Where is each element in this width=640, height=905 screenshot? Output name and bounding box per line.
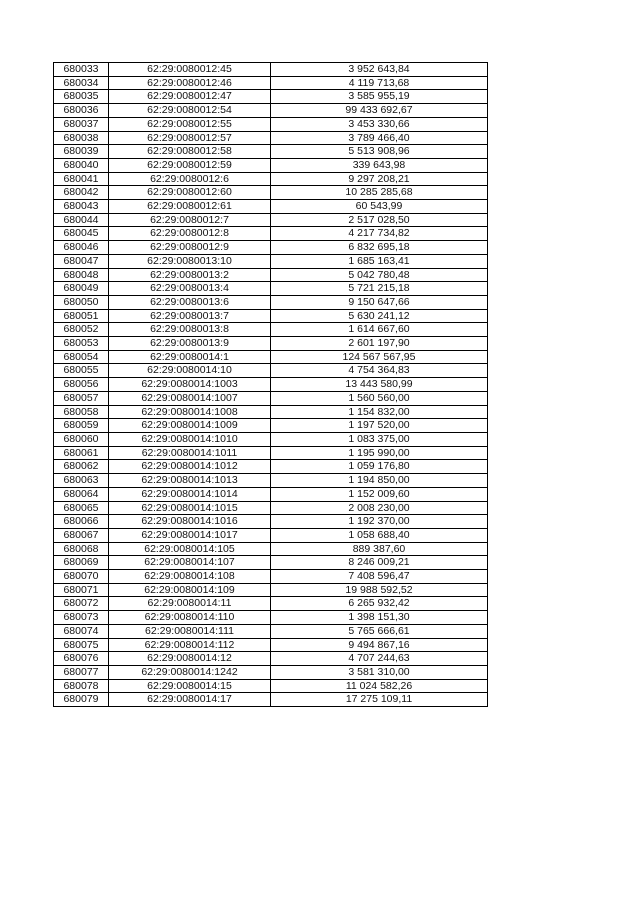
cadastral-value-cell: 13 443 580,99 (271, 378, 488, 392)
table-row (54, 200, 488, 214)
cadastral-value-cell: 5 513 908,96 (271, 145, 488, 159)
row-number-cell: 680064 (54, 487, 109, 501)
row-number-cell: 680062 (54, 460, 109, 474)
table-row (54, 323, 488, 337)
row-number-cell: 680072 (54, 597, 109, 611)
cadastral-number-cell: 62:29:0080014:1015 (109, 501, 271, 515)
row-number-cell: 680051 (54, 309, 109, 323)
cadastral-number-cell: 62:29:0080012:7 (109, 213, 271, 227)
table-body (54, 63, 488, 707)
cadastral-number-cell: 62:29:0080014:1 (109, 350, 271, 364)
cadastral-value-cell: 1 614 667,60 (271, 323, 488, 337)
row-number-cell: 680042 (54, 186, 109, 200)
row-number-cell: 680061 (54, 446, 109, 460)
cadastral-number-cell: 62:29:0080012:60 (109, 186, 271, 200)
cadastral-value-cell: 1 194 850,00 (271, 474, 488, 488)
table-row (54, 378, 488, 392)
table-row (54, 295, 488, 309)
cadastral-value-cell: 8 246 009,21 (271, 556, 488, 570)
row-number-cell: 680044 (54, 213, 109, 227)
table-row (54, 515, 488, 529)
cadastral-value-cell: 6 265 932,42 (271, 597, 488, 611)
row-number-cell: 680038 (54, 131, 109, 145)
cadastral-number-cell: 62:29:0080014:1012 (109, 460, 271, 474)
cadastral-value-cell: 1 154 832,00 (271, 405, 488, 419)
table-row (54, 501, 488, 515)
cadastral-value-cell: 1 685 163,41 (271, 254, 488, 268)
table-row (54, 227, 488, 241)
cadastral-number-cell: 62:29:0080014:1008 (109, 405, 271, 419)
cadastral-number-cell: 62:29:0080014:1003 (109, 378, 271, 392)
table-row (54, 487, 488, 501)
table-row (54, 268, 488, 282)
cadastral-number-cell: 62:29:0080012:59 (109, 158, 271, 172)
cadastral-value-cell: 3 789 466,40 (271, 131, 488, 145)
row-number-cell: 680045 (54, 227, 109, 241)
cadastral-value-cell: 1 398 151,30 (271, 611, 488, 625)
cadastral-number-cell: 62:29:0080014:12 (109, 652, 271, 666)
row-number-cell: 680055 (54, 364, 109, 378)
cadastral-value-cell: 5 630 241,12 (271, 309, 488, 323)
table-row (54, 679, 488, 693)
cadastral-number-cell: 62:29:0080012:47 (109, 90, 271, 104)
row-number-cell: 680043 (54, 200, 109, 214)
cadastral-value-cell: 19 988 592,52 (271, 583, 488, 597)
table-row (54, 446, 488, 460)
table-row (54, 556, 488, 570)
cadastral-number-cell: 62:29:0080014:11 (109, 597, 271, 611)
cadastral-value-cell: 1 058 688,40 (271, 528, 488, 542)
cadastral-value-cell: 4 217 734,82 (271, 227, 488, 241)
table-row (54, 76, 488, 90)
cadastral-number-cell: 62:29:0080014:10 (109, 364, 271, 378)
cadastral-value-cell: 889 387,60 (271, 542, 488, 556)
row-number-cell: 680067 (54, 528, 109, 542)
cadastral-value-cell: 1 195 990,00 (271, 446, 488, 460)
cadastral-value-cell: 1 083 375,00 (271, 432, 488, 446)
row-number-cell: 680053 (54, 337, 109, 351)
table-row (54, 158, 488, 172)
cadastral-number-cell: 62:29:0080014:1009 (109, 419, 271, 433)
row-number-cell: 680039 (54, 145, 109, 159)
cadastral-value-cell: 4 119 713,68 (271, 76, 488, 90)
cadastral-number-cell: 62:29:0080014:112 (109, 638, 271, 652)
cadastral-number-cell: 62:29:0080012:57 (109, 131, 271, 145)
table-row (54, 90, 488, 104)
row-number-cell: 680052 (54, 323, 109, 337)
cadastral-value-cell: 5 042 780,48 (271, 268, 488, 282)
table-row (54, 104, 488, 118)
table-row (54, 145, 488, 159)
table-row (54, 624, 488, 638)
row-number-cell: 680069 (54, 556, 109, 570)
cadastral-number-cell: 62:29:0080012:54 (109, 104, 271, 118)
row-number-cell: 680066 (54, 515, 109, 529)
row-number-cell: 680036 (54, 104, 109, 118)
table-row (54, 583, 488, 597)
cadastral-value-cell: 124 567 567,95 (271, 350, 488, 364)
cadastral-number-cell: 62:29:0080013:2 (109, 268, 271, 282)
row-number-cell: 680058 (54, 405, 109, 419)
cadastral-number-cell: 62:29:0080014:111 (109, 624, 271, 638)
table-row (54, 213, 488, 227)
row-number-cell: 680065 (54, 501, 109, 515)
row-number-cell: 680079 (54, 693, 109, 707)
cadastral-number-cell: 62:29:0080013:8 (109, 323, 271, 337)
row-number-cell: 680071 (54, 583, 109, 597)
row-number-cell: 680047 (54, 254, 109, 268)
table-row (54, 542, 488, 556)
table-row (54, 638, 488, 652)
row-number-cell: 680040 (54, 158, 109, 172)
cadastral-value-cell: 3 585 955,19 (271, 90, 488, 104)
row-number-cell: 680070 (54, 570, 109, 584)
table-row (54, 665, 488, 679)
row-number-cell: 680034 (54, 76, 109, 90)
cadastral-number-cell: 62:29:0080012:45 (109, 63, 271, 77)
row-number-cell: 680037 (54, 117, 109, 131)
table-row (54, 309, 488, 323)
cadastral-value-cell: 9 150 647,66 (271, 295, 488, 309)
cadastral-value-cell: 6 832 695,18 (271, 241, 488, 255)
cadastral-value-cell: 2 601 197,90 (271, 337, 488, 351)
table-row (54, 131, 488, 145)
cadastral-number-cell: 62:29:0080014:17 (109, 693, 271, 707)
table-row (54, 364, 488, 378)
cadastral-number-cell: 62:29:0080014:1016 (109, 515, 271, 529)
cadastral-value-cell: 5 721 215,18 (271, 282, 488, 296)
table-row (54, 186, 488, 200)
cadastral-number-cell: 62:29:0080014:15 (109, 679, 271, 693)
row-number-cell: 680050 (54, 295, 109, 309)
table-row (54, 241, 488, 255)
cadastral-value-cell: 3 952 643,84 (271, 63, 488, 77)
cadastral-value-cell: 9 494 867,16 (271, 638, 488, 652)
table-row (54, 432, 488, 446)
cadastral-number-cell: 62:29:0080012:55 (109, 117, 271, 131)
row-number-cell: 680078 (54, 679, 109, 693)
row-number-cell: 680074 (54, 624, 109, 638)
row-number-cell: 680057 (54, 391, 109, 405)
table-row (54, 611, 488, 625)
cadastral-value-cell: 1 197 520,00 (271, 419, 488, 433)
row-number-cell: 680075 (54, 638, 109, 652)
table-row (54, 652, 488, 666)
table-row (54, 597, 488, 611)
cadastral-value-cell: 11 024 582,26 (271, 679, 488, 693)
table-row (54, 350, 488, 364)
table-row (54, 474, 488, 488)
cadastral-value-cell: 1 192 370,00 (271, 515, 488, 529)
cadastral-value-cell: 5 765 666,61 (271, 624, 488, 638)
row-number-cell: 680049 (54, 282, 109, 296)
cadastral-number-cell: 62:29:0080014:1013 (109, 474, 271, 488)
cadastral-value-table (53, 62, 488, 707)
table-row (54, 391, 488, 405)
cadastral-number-cell: 62:29:0080014:107 (109, 556, 271, 570)
table-row (54, 63, 488, 77)
cadastral-value-cell: 99 433 692,67 (271, 104, 488, 118)
cadastral-value-cell: 1 059 176,80 (271, 460, 488, 474)
cadastral-number-cell: 62:29:0080014:108 (109, 570, 271, 584)
cadastral-value-cell: 60 543,99 (271, 200, 488, 214)
cadastral-number-cell: 62:29:0080014:110 (109, 611, 271, 625)
cadastral-value-cell: 4 754 364,83 (271, 364, 488, 378)
cadastral-number-cell: 62:29:0080012:61 (109, 200, 271, 214)
cadastral-number-cell: 62:29:0080013:6 (109, 295, 271, 309)
row-number-cell: 680060 (54, 432, 109, 446)
row-number-cell: 680076 (54, 652, 109, 666)
table-row (54, 405, 488, 419)
cadastral-number-cell: 62:29:0080012:8 (109, 227, 271, 241)
table-row (54, 570, 488, 584)
cadastral-number-cell: 62:29:0080012:58 (109, 145, 271, 159)
cadastral-number-cell: 62:29:0080012:46 (109, 76, 271, 90)
table-row (54, 460, 488, 474)
cadastral-number-cell: 62:29:0080014:1010 (109, 432, 271, 446)
cadastral-value-cell: 9 297 208,21 (271, 172, 488, 186)
cadastral-value-cell: 17 275 109,11 (271, 693, 488, 707)
row-number-cell: 680054 (54, 350, 109, 364)
row-number-cell: 680063 (54, 474, 109, 488)
cadastral-value-cell: 3 453 330,66 (271, 117, 488, 131)
cadastral-number-cell: 62:29:0080014:1014 (109, 487, 271, 501)
cadastral-number-cell: 62:29:0080013:4 (109, 282, 271, 296)
cadastral-value-cell: 1 152 009,60 (271, 487, 488, 501)
cadastral-number-cell: 62:29:0080014:1011 (109, 446, 271, 460)
row-number-cell: 680059 (54, 419, 109, 433)
table-row (54, 693, 488, 707)
table-row (54, 337, 488, 351)
table-row (54, 419, 488, 433)
cadastral-value-cell: 7 408 596,47 (271, 570, 488, 584)
cadastral-value-cell: 3 581 310,00 (271, 665, 488, 679)
cadastral-value-cell: 4 707 244,63 (271, 652, 488, 666)
cadastral-value-cell: 2 008 230,00 (271, 501, 488, 515)
cadastral-number-cell: 62:29:0080012:6 (109, 172, 271, 186)
row-number-cell: 680041 (54, 172, 109, 186)
cadastral-value-cell: 10 285 285,68 (271, 186, 488, 200)
table-row (54, 528, 488, 542)
cadastral-number-cell: 62:29:0080014:1242 (109, 665, 271, 679)
cadastral-number-cell: 62:29:0080013:9 (109, 337, 271, 351)
cadastral-number-cell: 62:29:0080014:109 (109, 583, 271, 597)
table-row (54, 172, 488, 186)
cadastral-number-cell: 62:29:0080013:10 (109, 254, 271, 268)
table-row (54, 282, 488, 296)
row-number-cell: 680046 (54, 241, 109, 255)
row-number-cell: 680056 (54, 378, 109, 392)
row-number-cell: 680068 (54, 542, 109, 556)
row-number-cell: 680033 (54, 63, 109, 77)
row-number-cell: 680077 (54, 665, 109, 679)
table-row (54, 254, 488, 268)
cadastral-number-cell: 62:29:0080014:1017 (109, 528, 271, 542)
row-number-cell: 680048 (54, 268, 109, 282)
cadastral-value-cell: 339 643,98 (271, 158, 488, 172)
cadastral-number-cell: 62:29:0080014:1007 (109, 391, 271, 405)
cadastral-value-cell: 2 517 028,50 (271, 213, 488, 227)
cadastral-number-cell: 62:29:0080013:7 (109, 309, 271, 323)
cadastral-number-cell: 62:29:0080014:105 (109, 542, 271, 556)
cadastral-value-cell: 1 560 560,00 (271, 391, 488, 405)
cadastral-number-cell: 62:29:0080012:9 (109, 241, 271, 255)
row-number-cell: 680035 (54, 90, 109, 104)
row-number-cell: 680073 (54, 611, 109, 625)
table-row (54, 117, 488, 131)
